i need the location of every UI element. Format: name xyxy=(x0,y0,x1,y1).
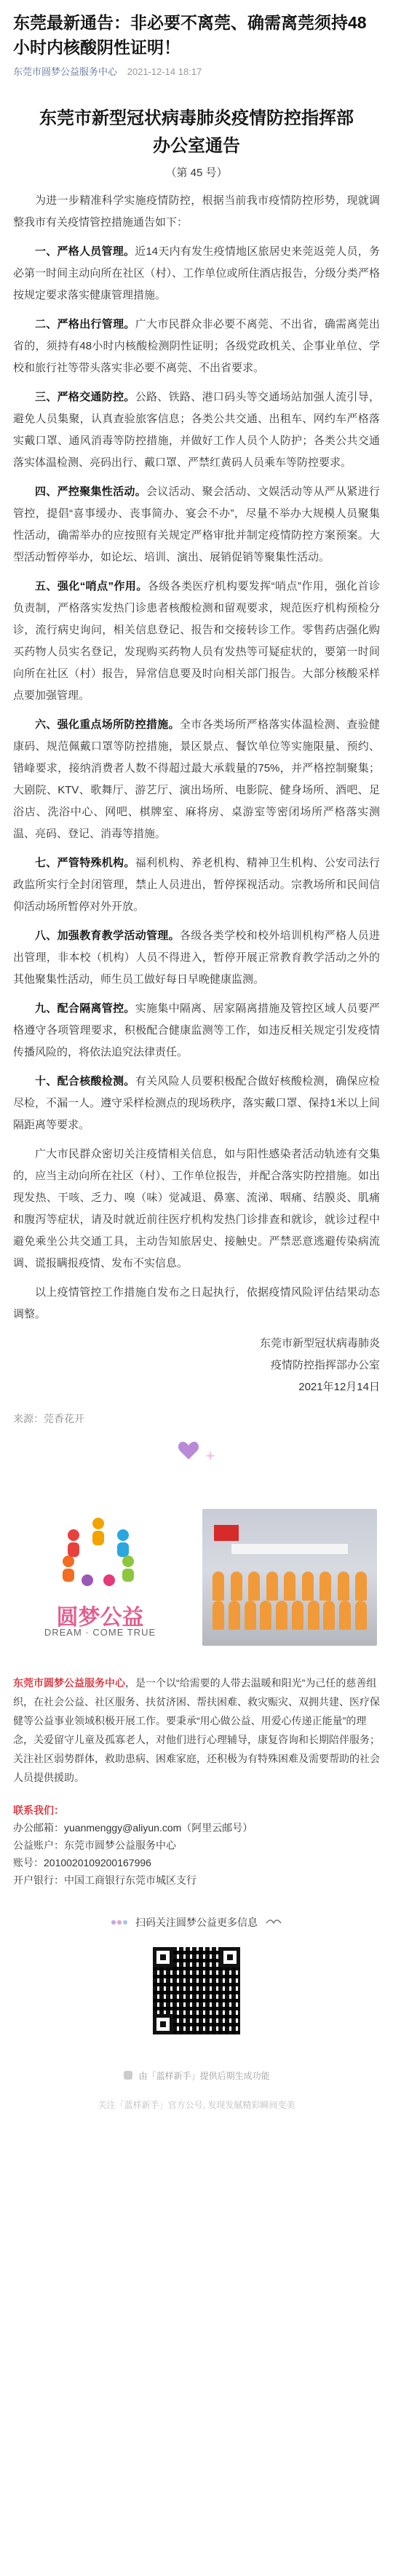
notice-item xyxy=(13,714,380,845)
notice-item-head: 三、严格交通防控。 xyxy=(35,391,135,403)
notice-closing: 广大市民群众密切关注疫情相关信息，如与阳性感染者活动轨迹有交集的，应当主动向所在社区（村）、工作单位报告，并配合落实防控措施。如出现发热、干咳、乏力、嗅（味）觉减退、鼻塞、流涕、咽痛、结膜炎、肌痛和腹泻等症状，请及时就近前往医疗机构发热门诊排查和就诊，就诊过程中避免乘坐公共交通工具，主动告知旅居史、接触史。严禁恶意逃避传染病流调、谎报瞒报疫情、发布不实信息。 xyxy=(13,1148,380,1269)
notice-item-text: 实施集中隔离、居家隔离措施及管控区域人员要严格遵守各项管理要求，积极配合健康监测等工作，如违反相关规定引发疫情传播风险的，将依法追究法律责任。 xyxy=(13,1002,380,1058)
notice-item-text: 广大市民群众非必要不离莞、不出省，确需离莞出省的，须持有48小时内核酸检测阴性证明；各级党政机关、企事业单位、学校和旅行社等带头落实非必要不离莞、不出省要求。 xyxy=(13,318,380,374)
notice-item xyxy=(13,241,380,306)
notice-item-head: 五、强化“哨点”作用。 xyxy=(35,580,148,593)
publish-date: 2021-12-14 18:17 xyxy=(127,66,202,77)
notice-item-head: 二、严格出行管理。 xyxy=(35,318,135,330)
notice-item xyxy=(13,481,380,568)
heart-divider xyxy=(0,1440,393,1470)
scan-section xyxy=(0,1915,393,1930)
app-logo-icon xyxy=(123,2070,133,2082)
contact-account-number: 账号：2010020109200167996 xyxy=(13,1857,151,1868)
volunteer-group-photo xyxy=(202,1509,377,1646)
notice-heading-line2: 办公室通告 xyxy=(153,136,240,156)
footer-line2: 关注「蓝样新手」官方公号, 发现发腻精彩瞬间变美 xyxy=(98,2100,295,2111)
contact-bank: 开户银行：中国工商银行东莞市城区支行 xyxy=(13,1874,196,1886)
footer-line1: 由「蓝样新手」提供后期生成功能 xyxy=(138,2071,270,2081)
notice-item-head: 九、配合隔离管控。 xyxy=(35,1002,135,1015)
notice-item-text: 各级各类学校和校外培训机构严格人员进出管理，非本校（机构）人员不得进入，暂停开展正常教育教学活动之外的其他聚集性活动，师生员工做好每日早晚健康监测。 xyxy=(13,930,380,986)
notice-item-text: 福利机构、养老机构、精神卫生机构、公安司法行政监所实行全封闭管理，禁止人员进出，暂停探视活动。宗教场所和民间信仰活动场所暂停对外开放。 xyxy=(13,857,380,913)
source-text: 来源：莞香花开 xyxy=(13,1413,84,1424)
signature-date: 2021年12月14日 xyxy=(298,1381,380,1393)
notice-item xyxy=(13,852,380,918)
notice-effective: 以上疫情管控工作措施自发布之日起执行，依据疫情风险评估结果动态调整。 xyxy=(13,1286,380,1320)
notice-item-text: 会议活动、聚会活动、文娱活动等从严从紧进行管控，提倡“喜事缓办、丧事简办、宴会不办”，尽量不举办大规模人员聚集性活动，确需举办的应按照有关规定严格审批并制定疫情防控方案预案。大型活动暂停举办，如论坛、培训、演出、展销促销等聚集性活动。 xyxy=(13,486,380,563)
notice-item-head: 八、加强教育教学活动管理。 xyxy=(35,930,180,942)
about-section xyxy=(13,1673,380,1787)
contact-email: 办公邮箱：yuanmenggy@aliyun.com（阿里云邮号） xyxy=(13,1822,253,1834)
logo-slogan: DREAM · COME TRUE xyxy=(44,1627,156,1638)
notice-item xyxy=(13,387,380,474)
photo-banner xyxy=(231,1544,348,1554)
notice-heading-line1: 东莞市新型冠状病毒肺炎疫情防控指挥部 xyxy=(39,108,354,128)
notice-signature xyxy=(13,1333,380,1398)
bird-icon xyxy=(265,1917,282,1930)
about-text: ，是一个以“给需要的人带去温暖和阳光”为己任的慈善组织，在社会公益、社区服务、扶贫济困、帮扶困难、救灾赈灾、双拥共建、医疗保健等公益事业领域积极开展工作。要秉承“用心做公益、用爱心传递正能量”的理念，关爱留守儿童及孤寡老人，对他们进行心理辅导，康复咨询和长期陪伴服务；关注社区弱势群体，救助患病、困难家庭，还积极为有特殊困难及需要帮助的社会人员提供援助。 xyxy=(13,1677,380,1783)
notice-intro: 为进一步精准科学实施疫情防控，根据当前我市疫情防控形势，现就调整我市有关疫情管控措施通告如下： xyxy=(13,194,380,229)
decor-dots-icon xyxy=(111,1917,128,1930)
scan-text: 扫码关注圆梦公益更多信息 xyxy=(135,1917,258,1928)
signature-org-line1: 东莞市新型冠状病毒肺炎 xyxy=(259,1337,380,1350)
notice-item xyxy=(13,314,380,379)
sparkle-icon xyxy=(205,1451,215,1465)
notice-number: （第 45 号） xyxy=(165,167,228,179)
notice-item-text: 各级各类医疗机构要发挥“哨点”作用，强化首诊负责制，严格落实发热门诊患者核酸检测和留观要求，规范医疗机构预检分诊，流行病史询问，相关信息登记、报告和交接转诊工作。零售药店强化购买药物人员实名登记，发现购买药物人员有发热等可疑症状的，要第一时间向所在社区（村）报告，异常信息要及时向相关部门报告。大部分核酸采样点要加强管理。 xyxy=(13,580,380,702)
notice-item xyxy=(13,576,380,707)
qr-code[interactable] xyxy=(153,1947,240,2034)
photo-people-back xyxy=(213,1572,367,1601)
image-gallery xyxy=(0,1499,393,1652)
notice-item-head: 七、严管特殊机构。 xyxy=(35,857,135,869)
contact-section xyxy=(13,1802,380,1889)
footer-credit xyxy=(0,2069,393,2082)
account-name-link[interactable]: 东莞市圆梦公益服务中心 xyxy=(13,66,118,77)
article-meta xyxy=(13,64,380,80)
logo-name: 圆梦公益 xyxy=(56,1606,144,1630)
signature-org-line2: 疫情防控指挥部办公室 xyxy=(270,1359,380,1371)
notice-item-text: 公路、铁路、港口码头等交通场站加强人流引导，避免人员集聚，认真查验旅客信息；各类公共交通、出租车、网约车严格落实戴口罩、通风消毒等防控措施，并做好工作人员个人防护；各类公共交通落实体温检测、亮码出行、戴口罩、严禁红黄码人员乘车等防控要求。 xyxy=(13,391,380,469)
notice-item-head: 一、严格人员管理。 xyxy=(35,245,135,258)
photo-people-front xyxy=(213,1601,367,1630)
contact-account-name: 公益账户：东莞市圆梦公益服务中心 xyxy=(13,1839,176,1851)
article-title: 东莞最新通告：非必要不离莞、确需离莞须持48小时内核酸阴性证明！ xyxy=(13,13,367,57)
notice-item xyxy=(13,998,380,1063)
notice-item xyxy=(13,925,380,991)
notice-body xyxy=(13,190,380,1325)
about-org-name: 东莞市圆梦公益服务中心 xyxy=(13,1677,125,1689)
notice-item-text: 有关风险人员要积极配合做好核酸检测，确保应检尽检，不漏一人。遵守采样检测点的现场秩序，落实戴口罩、保持1米以上间隔距离等要求。 xyxy=(13,1075,380,1131)
contact-title: 联系我们： xyxy=(13,1804,64,1816)
notice-heading xyxy=(13,105,380,160)
flag-icon xyxy=(214,1525,239,1541)
logo-people-ring-icon xyxy=(58,1513,138,1593)
notice-item-head: 十、配合核酸检测。 xyxy=(35,1075,135,1087)
notice-item-text: 全市各类场所严格落实体温检测、查验健康码、规范佩戴口罩等防控措施，景区景点、餐饮单位等实施限量、预约、错峰要求，接纳消费者人数不得超过最大承载量的75%，并严格控制聚集；大剧院、KTV、歌舞厅、游艺厅、演出场所、电影院、健身场所、酒吧、足浴店、洗浴中心、网吧、棋牌室、麻将房、桌游室等密闭场所严格落实测温、亮码、登记、消毒等措施。 xyxy=(13,718,380,840)
notice-item-head: 四、严控聚集性活动。 xyxy=(35,486,146,498)
notice-item-head: 六、强化重点场所防控措施。 xyxy=(35,718,180,731)
notice-item-text: 近14天内有发生疫情地区旅居史来莞返莞人员，务必第一时间主动向所在社区（村）、工作单位或所住酒店报告，分级分类严格按规定要求落实健康管理措施。 xyxy=(13,245,380,301)
notice-item xyxy=(13,1071,380,1136)
yuanmeng-logo xyxy=(22,1513,178,1644)
heart-icon xyxy=(178,1440,199,1465)
